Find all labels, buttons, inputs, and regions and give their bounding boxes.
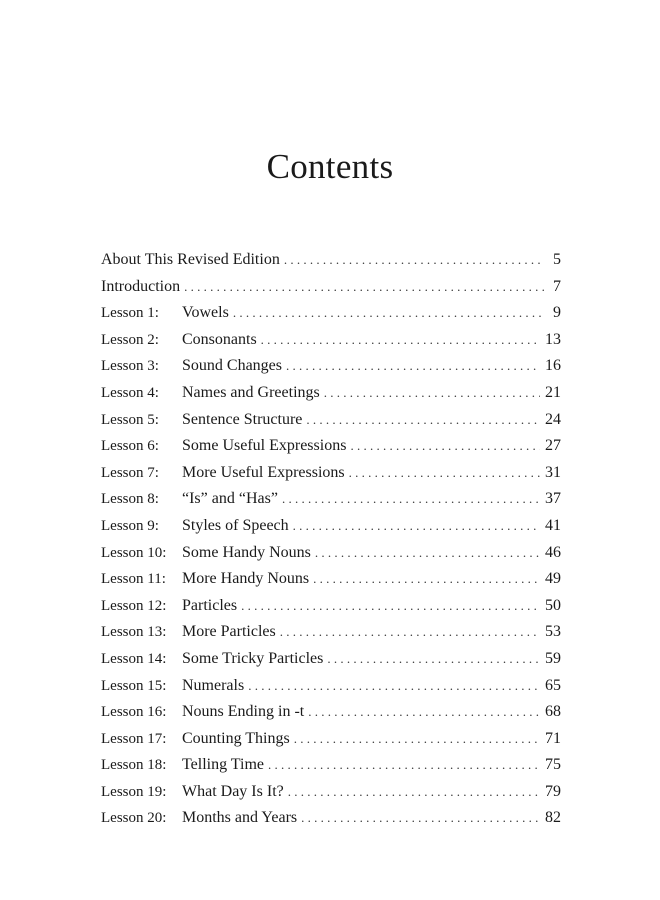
dot-leader <box>293 513 540 540</box>
toc-entry-page: 68 <box>545 703 561 721</box>
table-of-contents <box>101 247 561 832</box>
toc-entry-lesson[interactable] <box>101 619 561 646</box>
toc-entry-title: Sentence Structure <box>182 410 303 428</box>
dot-leader <box>280 619 540 646</box>
lesson-number: Lesson 2: <box>101 331 159 348</box>
toc-entry-title: About This Revised Edition <box>101 251 280 268</box>
toc-entry-title: More Useful Expressions <box>182 463 345 481</box>
toc-entry-page: 59 <box>545 649 561 667</box>
lesson-number: Lesson 15: <box>101 677 167 694</box>
toc-entry-lesson[interactable] <box>101 300 561 327</box>
page-title: Contents <box>266 147 394 186</box>
toc-entry-title: Months and Years <box>182 809 298 827</box>
dot-leader <box>294 726 540 753</box>
toc-entry-lesson[interactable] <box>101 460 561 487</box>
toc-entry-title: Introduction <box>101 277 181 295</box>
toc-entry-title: Consonants <box>182 330 257 348</box>
lesson-number: Lesson 19: <box>101 783 167 800</box>
toc-entry-page: 71 <box>545 729 561 747</box>
toc-entry-page: 41 <box>545 516 561 534</box>
toc-entry-page: 82 <box>545 809 561 827</box>
dot-leader <box>315 540 540 567</box>
toc-entry-title: “Is” and “Has” <box>182 490 278 508</box>
lesson-number: Lesson 16: <box>101 704 167 721</box>
dot-leader <box>350 433 540 460</box>
toc-entry-lesson[interactable] <box>101 540 561 567</box>
toc-entry-page: 53 <box>545 623 561 641</box>
lesson-number: Lesson 10: <box>101 544 167 561</box>
toc-entry-page: 49 <box>545 570 561 588</box>
dot-leader <box>233 300 544 327</box>
toc-entry-lesson[interactable] <box>101 805 561 832</box>
lesson-number: Lesson 13: <box>101 624 167 641</box>
toc-entry-lesson[interactable] <box>101 327 561 354</box>
toc-entry-page: 9 <box>553 304 561 322</box>
lesson-number: Lesson 4: <box>101 384 159 401</box>
lesson-number: Lesson 14: <box>101 650 167 667</box>
toc-entry-lesson[interactable] <box>101 566 561 593</box>
dot-leader <box>184 274 544 301</box>
toc-entry-title: Numerals <box>182 676 245 694</box>
toc-entry-page: 13 <box>545 330 561 348</box>
lesson-number: Lesson 18: <box>101 757 167 774</box>
dot-leader <box>288 779 540 806</box>
lesson-number: Lesson 5: <box>101 411 159 428</box>
toc-entry-lesson[interactable] <box>101 513 561 540</box>
toc-entry-title: Vowels <box>182 304 229 322</box>
toc-entry-title: What Day Is It? <box>182 782 284 800</box>
toc-entry-lesson[interactable] <box>101 726 561 753</box>
dot-leader <box>324 380 540 407</box>
toc-entry-page: 31 <box>545 463 561 481</box>
toc-entry-page: 5 <box>553 251 561 268</box>
toc-entry-page: 75 <box>545 756 561 774</box>
toc-entry-lesson[interactable] <box>101 752 561 779</box>
toc-entry-page: 27 <box>545 437 561 455</box>
toc-entry-title: More Handy Nouns <box>182 570 310 588</box>
toc-entry-title: Some Tricky Particles <box>182 649 324 667</box>
dot-leader <box>284 247 544 274</box>
toc-entry-about[interactable] <box>101 247 561 274</box>
toc-entry-title: Counting Things <box>182 729 290 747</box>
lesson-number: Lesson 9: <box>101 517 159 534</box>
toc-entry-introduction[interactable] <box>101 274 561 301</box>
toc-entry-page: 24 <box>545 410 561 428</box>
toc-entry-lesson[interactable] <box>101 407 561 434</box>
toc-entry-lesson[interactable] <box>101 779 561 806</box>
lesson-number: Lesson 12: <box>101 597 167 614</box>
lesson-number: Lesson 3: <box>101 358 159 375</box>
toc-entry-title: Some Useful Expressions <box>182 437 347 455</box>
toc-entry-lesson[interactable] <box>101 673 561 700</box>
toc-entry-title: More Particles <box>182 623 276 641</box>
dot-leader <box>313 566 540 593</box>
lesson-number: Lesson 11: <box>101 571 166 588</box>
toc-entry-lesson[interactable] <box>101 486 561 513</box>
lesson-number: Lesson 8: <box>101 491 159 508</box>
toc-entry-lesson[interactable] <box>101 433 561 460</box>
toc-entry-lesson[interactable] <box>101 699 561 726</box>
toc-entry-title: Sound Changes <box>182 357 282 375</box>
dot-leader <box>327 646 540 673</box>
lesson-number: Lesson 17: <box>101 730 167 747</box>
toc-entry-lesson[interactable] <box>101 353 561 380</box>
toc-entry-page: 21 <box>545 383 561 401</box>
dot-leader <box>306 407 540 434</box>
toc-entry-page: 7 <box>553 277 561 295</box>
dot-leader <box>349 460 540 487</box>
lesson-number: Lesson 7: <box>101 464 159 481</box>
lesson-number: Lesson 20: <box>101 810 167 827</box>
toc-entry-title: Nouns Ending in -t <box>182 703 305 721</box>
toc-entry-lesson[interactable] <box>101 646 561 673</box>
lesson-number: Lesson 6: <box>101 438 159 455</box>
toc-entry-title: Particles <box>182 596 238 614</box>
dot-leader <box>241 593 540 620</box>
toc-entry-lesson[interactable] <box>101 380 561 407</box>
lesson-number: Lesson 1: <box>101 305 159 322</box>
toc-entry-title: Names and Greetings <box>182 383 320 401</box>
dot-leader <box>301 805 540 832</box>
dot-leader <box>282 486 540 513</box>
toc-entry-title: Styles of Speech <box>182 516 289 534</box>
toc-entry-page: 65 <box>545 676 561 694</box>
dot-leader <box>248 673 540 700</box>
toc-entry-lesson[interactable] <box>101 593 561 620</box>
toc-entry-title: Telling Time <box>182 756 265 774</box>
toc-entry-title: Some Handy Nouns <box>182 543 311 561</box>
toc-entry-page: 79 <box>545 782 561 800</box>
toc-entry-page: 37 <box>545 490 561 508</box>
dot-leader <box>261 327 540 354</box>
toc-entry-page: 16 <box>545 357 561 375</box>
toc-entry-page: 50 <box>545 596 561 614</box>
dot-leader <box>308 699 540 726</box>
dot-leader <box>268 752 540 779</box>
toc-entry-page: 46 <box>545 543 561 561</box>
dot-leader <box>286 353 540 380</box>
